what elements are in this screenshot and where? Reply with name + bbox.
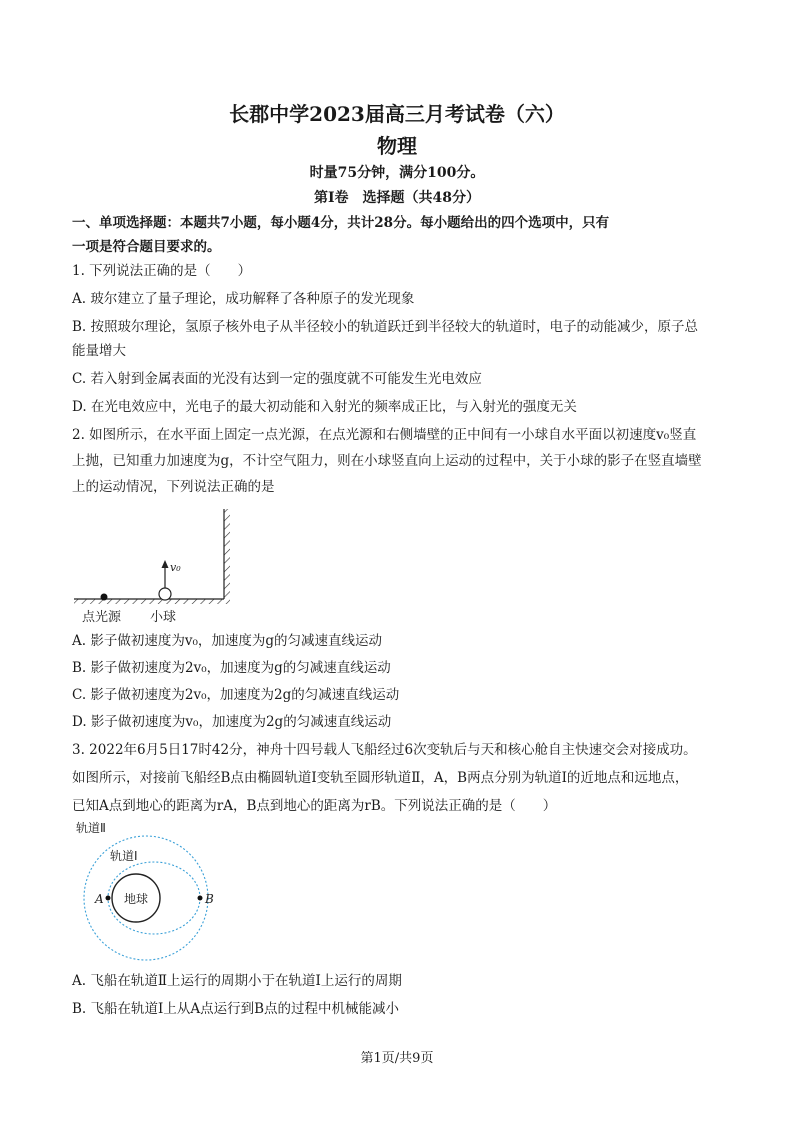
q3-stem-3: 已知A点到地心的距离为rA，B点到地心的距离为rB。下列说法正确的是（ ）: [72, 798, 557, 814]
ball-circle: [159, 588, 171, 600]
earth-label: 地球: [123, 892, 149, 906]
point-a-dot: [106, 896, 111, 901]
q1-option-d: D. 在光电效应中，光电子的最大初动能和入射光的频率成正比，与入射光的强度无关: [72, 399, 577, 415]
ground-hatch: [74, 599, 224, 604]
q3-option-a: A. 飞船在轨道Ⅱ上运行的周期小于在轨道Ⅰ上运行的周期: [72, 973, 402, 989]
q1-stem: 1. 下列说法正确的是（ ）: [72, 263, 252, 279]
section-title: 第Ⅰ卷 选择题（共48分）: [313, 190, 481, 206]
q3-option-b: B. 飞船在轨道Ⅰ上从A点运行到B点的过程中机械能减小: [72, 1001, 400, 1017]
point-b-dot: [198, 896, 203, 901]
part1-instruction-2: 一项是符合题目要求的。: [72, 239, 221, 255]
q3-stem-1: 3. 2022年6月5日17时42分，神舟十四号载人飞船经过6次变轨后与天和核心舱自主快速交会对接成功。: [72, 742, 697, 758]
q1-option-b-1: B. 按照玻尔理论，氢原子核外电子从半径较小的轨道跃迁到半径较大的轨道时，电子的动能减少，原子总: [72, 319, 699, 335]
time-score: 时量75分钟，满分100分。: [309, 165, 485, 181]
exam-title: 长郡中学2023届高三月考试卷（六）: [229, 102, 565, 126]
subject-title: 物理: [377, 134, 417, 158]
point-source-dot: [101, 594, 108, 601]
q2-stem-1: 2. 如图所示，在水平面上固定一点光源，在点光源和右侧墙壁的正中间有一小球自水平面以初速度v₀竖直: [72, 427, 697, 443]
q2-option-c: C. 影子做初速度为2v₀，加速度为2g的匀减速直线运动: [72, 687, 400, 703]
point-source-label: 点光源: [82, 610, 122, 625]
q2-figure: [70, 505, 240, 627]
q3-stem-2: 如图所示，对接前飞船经B点由椭圆轨道Ⅰ变轨至圆形轨道Ⅱ，A，B两点分别为轨道Ⅰ的近地点和远地点，: [72, 770, 689, 786]
page-number: 第1页/共9页: [360, 1051, 434, 1066]
velocity-label: v₀: [170, 561, 181, 574]
q1-option-c: C. 若入射到金属表面的光没有达到一定的强度就不可能发生光电效应: [72, 371, 482, 387]
point-b-label: B: [205, 892, 214, 906]
q2-option-b: B. 影子做初速度为2v₀，加速度为g的匀减速直线运动: [72, 660, 391, 676]
orbit-2-label: 轨道Ⅱ: [76, 821, 106, 835]
velocity-arrow-head: [162, 560, 169, 568]
q2-option-a: A. 影子做初速度为v₀，加速度为g的匀减速直线运动: [72, 633, 383, 649]
q2-stem-2: 上抛，已知重力加速度为g，不计空气阻力，则在小球竖直向上运动的过程中，关于小球的影子在竖直墙壁: [72, 453, 702, 469]
orbit-1-label: 轨道Ⅰ: [110, 849, 138, 863]
point-a-label: A: [95, 892, 104, 906]
ball-label: 小球: [150, 610, 177, 625]
q1-option-b-2: 能量增大: [72, 343, 126, 359]
wall-hatch: [224, 509, 230, 604]
part1-instruction-1: 一、单项选择题：本题共7小题，每小题4分，共计28分。每小题给出的四个选项中，只有: [72, 215, 610, 231]
q1-option-a: A. 玻尔建立了量子理论，成功解释了各种原子的发光现象: [72, 291, 415, 307]
q3-figure: [72, 820, 242, 965]
q2-stem-3: 上的运动情况，下列说法正确的是: [72, 479, 275, 495]
q2-option-d: D. 影子做初速度为v₀，加速度为2g的匀减速直线运动: [72, 714, 392, 730]
